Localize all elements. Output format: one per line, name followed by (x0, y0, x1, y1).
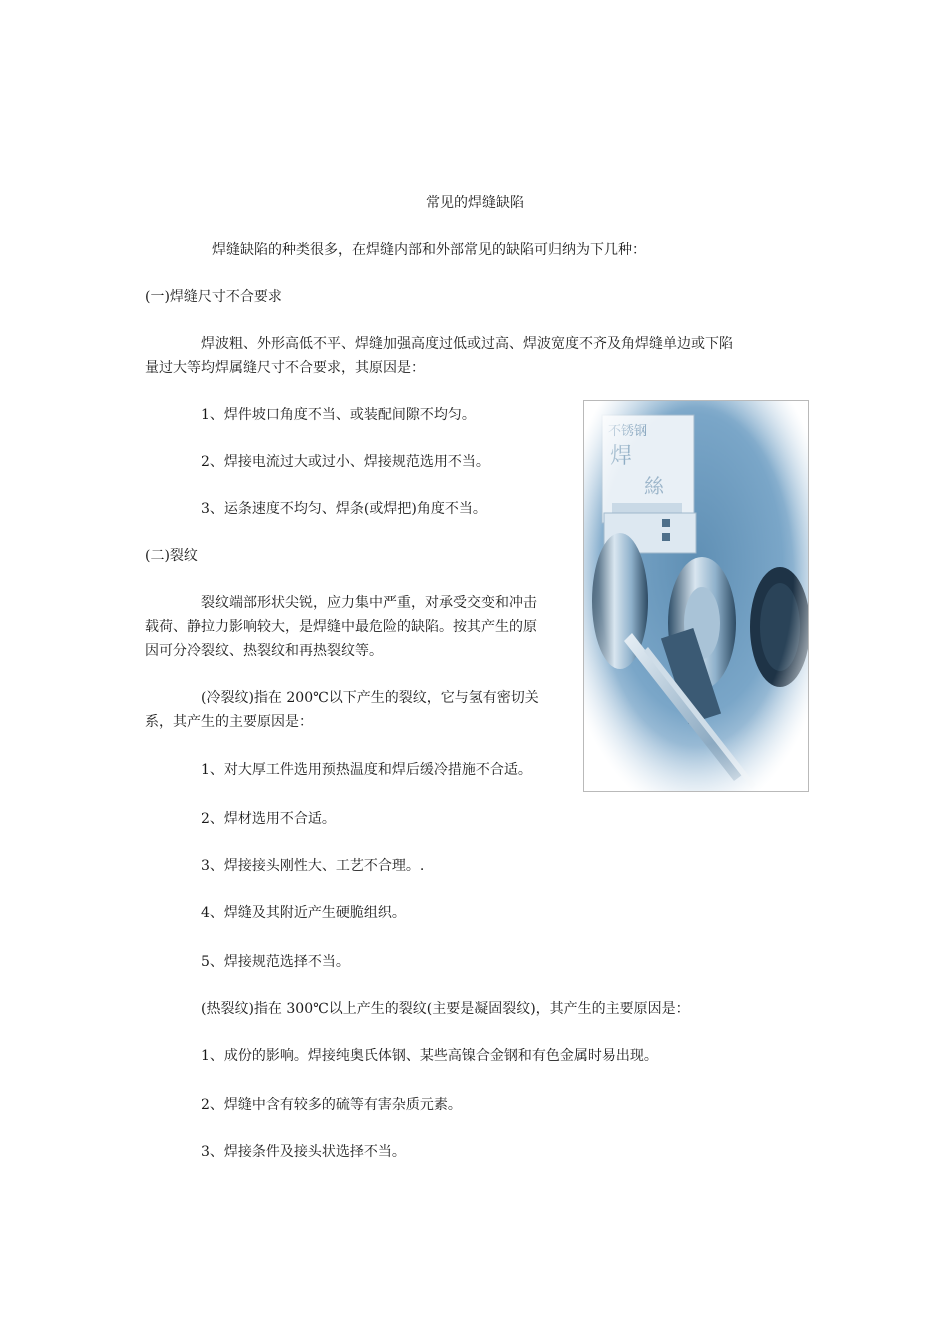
size-cause-item-2: 2、焊接电流过大或过小、焊接规范选用不当。 (201, 454, 490, 470)
document-title: 常见的焊缝缺陷 (426, 195, 524, 211)
crack-paragraph-line-3: 因可分冷裂纹、热裂纹和再热裂纹等。 (145, 643, 383, 659)
cold-cause-item-1: 1、对大厚工件选用预热温度和焊后缓冷措施不合适。 (201, 762, 532, 778)
size-paragraph-line-2: 量过大等均焊属缝尺寸不合要求，其原因是： (145, 360, 425, 376)
size-cause-item-3: 3、运条速度不均匀、焊条(或焊把)角度不当。 (201, 501, 487, 517)
crack-paragraph-line-2: 载荷、静拉力影响较大，是焊缝中最危险的缺陷。按其产生的原 (145, 619, 537, 635)
intro-paragraph: 焊缝缺陷的种类很多，在焊缝内部和外部常见的缺陷可归纳为下几种： (212, 242, 646, 258)
hot-cause-item-1: 1、成份的影响。焊接纯奥氏体钢、某些高镍合金钢和有色金属时易出现。 (201, 1048, 658, 1064)
welding-wire-photo (583, 400, 809, 792)
cold-crack-line-1: (冷裂纹)指在 200℃以下产生的裂纹，它与氢有密切关 (201, 690, 539, 706)
cold-crack-line-2: 系，其产生的主要原因是： (145, 714, 313, 730)
size-cause-item-1: 1、焊件坡口角度不当、或装配间隙不均匀。 (201, 407, 476, 423)
cold-cause-item-5: 5、焊接规范选择不当。 (201, 954, 350, 970)
cold-cause-item-2: 2、焊材选用不合适。 (201, 811, 336, 827)
size-paragraph-line-1: 焊波粗、外形高低不平、焊缝加强高度过低或过高、焊波宽度不齐及角焊缝单边或下陷 (201, 336, 733, 352)
hot-crack-line: (热裂纹)指在 300℃以上产生的裂纹(主要是凝固裂纹)，其产生的主要原因是： (201, 1001, 690, 1017)
cold-cause-item-3: 3、焊接接头刚性大、工艺不合理。. (201, 858, 425, 874)
section-heading-cracks: (二)裂纹 (145, 548, 198, 564)
hot-cause-item-3: 3、焊接条件及接头状选择不当。 (201, 1144, 406, 1160)
hot-cause-item-2: 2、焊缝中含有较多的硫等有害杂质元素。 (201, 1097, 462, 1113)
cold-cause-item-4: 4、焊缝及其附近产生硬脆组织。 (201, 905, 406, 921)
crack-paragraph-line-1: 裂纹端部形状尖锐，应力集中严重，对承受交变和冲击 (201, 595, 537, 611)
section-heading-size: (一)焊缝尺寸不合要求 (145, 289, 282, 305)
